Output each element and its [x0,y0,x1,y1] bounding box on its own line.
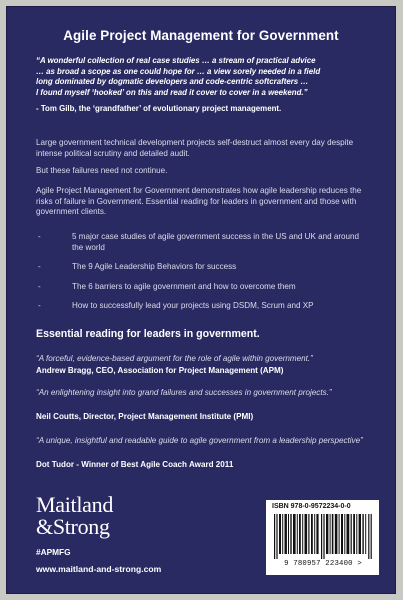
publisher-name-line [36,516,113,538]
isbn-number: ISBN 978-0-9572234-0-0 [272,503,351,510]
endorsement-quote: “A forceful, evidence-based argument for the role of agile within government.” [36,354,313,363]
endorsement-author: Andrew Bragg, CEO, Association for Project Management (APM) [36,366,284,375]
feature-list-item [36,282,372,293]
bullet-marker: - [38,232,41,241]
feature-list-item [36,232,372,253]
endorsement-quote: “A unique, insightful and readable guide to agile government from a leadership perspective” [36,436,363,445]
intro-paragraph: Agile Project Management for Government demonstrates how agile leadership reduces the risks of failure in Government. Essential reading for leaders in government and those with government clients. [36,186,362,217]
bullet-marker: - [38,262,41,272]
feature-text: How to successfully lead your projects using DSDM, Scrum and XP [72,301,314,311]
barcode-digits: 9 780957 223400 > [284,560,362,568]
publisher-ampersand: & [36,514,53,539]
book-back-cover [6,6,396,594]
feature-list-item [36,301,372,312]
hashtag: #APMFG [36,547,71,557]
lead-quote-author: - Tom Gilb, the ‘grandfather’ of evolutionary project management. [36,104,282,113]
feature-text: The 6 barriers to agile government and how to overcome them [72,281,296,291]
endorsement-author: Neil Coutts, Director, Project Management Institute (PMI) [36,412,254,421]
publisher-name-part: Strong [52,514,110,539]
feature-list [36,232,372,312]
feature-list-item [36,262,372,273]
essential-heading: Essential reading for leaders in government. [36,328,260,340]
lead-quote [36,56,370,98]
feature-text: 5 major case studies of agile government success in the US and UK and around the world [72,232,360,252]
endorsement-quote: “An enlightening insight into grand failures and successes in government projects.” [36,388,332,397]
bullet-marker: - [38,281,41,291]
book-title: Agile Project Management for Government [63,28,339,43]
isbn-barcode-panel [266,500,379,575]
lead-quote-line: … as broad a scope as one could hope for … a view sorely needed in a field [36,66,321,76]
intro-paragraph: But these failures need not continue. [36,166,168,175]
lead-quote-line: I found myself ‘hooked’ on this and read it cover to cover in a weekend.” [36,87,308,97]
barcode-icon [274,514,372,559]
intro-paragraph: Large government technical development projects self-destruct almost every day despite intense political scrutiny and detailed audit. [36,138,354,158]
publisher-logo [36,494,113,538]
publisher-name-line: Maitland [36,492,114,517]
bullet-marker: - [38,301,41,311]
lead-quote-line: “A wonderful collection of real case studies … a stream of practical advice [36,56,316,65]
lead-quote-line: long dominated by dogmatic developers and code-centric softcrafters … [36,77,309,87]
endorsement-author: Dot Tudor - Winner of Best Agile Coach Award 2011 [36,460,234,469]
website-url: www.maitland-and-strong.com [36,564,162,574]
feature-text: The 9 Agile Leadership Behaviors for success [72,262,237,272]
